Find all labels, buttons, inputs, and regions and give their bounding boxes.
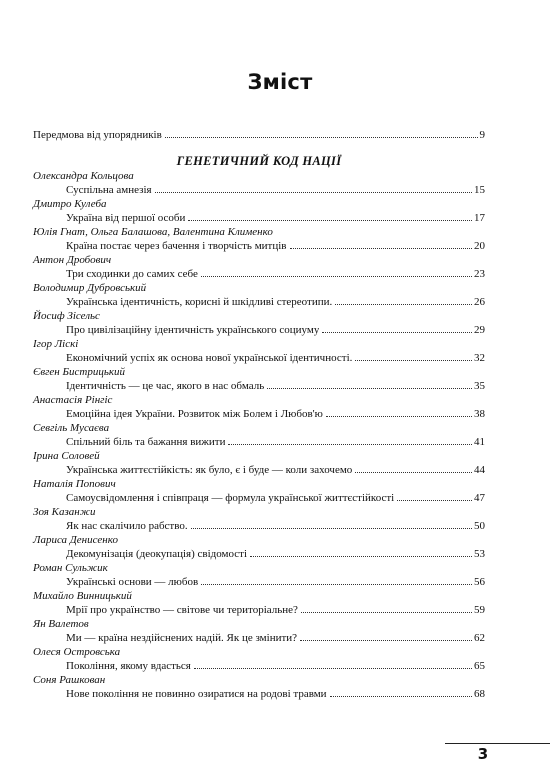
toc-entry[interactable] xyxy=(33,379,485,393)
toc-author: Лариса Денисенко xyxy=(33,534,118,546)
toc-page-number: 32 xyxy=(474,352,485,364)
toc-entry-title: Ми — країна нездійснених надій. Як це змінити? xyxy=(66,632,298,644)
toc-author: Соня Рашкован xyxy=(33,674,106,686)
toc-page-number: 53 xyxy=(474,548,485,560)
toc-entry-title: Спільний біль та бажання вижити xyxy=(66,436,226,448)
toc-entry[interactable] xyxy=(33,547,485,561)
toc-entry[interactable] xyxy=(33,211,485,225)
toc-entry-title: Як нас скалічило рабство. xyxy=(66,520,188,532)
toc-entry-title: Українська життєстійкість: як було, є і буде — коли захочемо xyxy=(66,464,353,476)
toc-entry-title: Емоційна ідея України. Розвиток між Болем і Любов'ю xyxy=(66,408,323,420)
dot-leader xyxy=(155,192,472,193)
dot-leader xyxy=(250,556,472,557)
dot-leader xyxy=(355,472,472,473)
toc-entry[interactable] xyxy=(33,687,485,701)
toc-entry-title: Нове покоління не повинно озиратися на родові травми xyxy=(66,688,327,700)
dot-leader xyxy=(326,416,472,417)
toc-author: Йосиф Зісельс xyxy=(33,310,100,322)
page-number: 3 xyxy=(477,745,489,763)
toc-page-number: 44 xyxy=(474,464,485,476)
toc-entry-title: Покоління, якому вдасться xyxy=(66,660,191,672)
toc-entry[interactable] xyxy=(33,183,485,197)
toc-page-number: 23 xyxy=(474,268,485,280)
toc-author: Ян Валетов xyxy=(33,618,89,630)
dot-leader xyxy=(191,528,472,529)
toc-entry-title: Економічний успіх як основа нової української ідентичності. xyxy=(66,352,353,364)
dot-leader xyxy=(201,276,472,277)
dot-leader xyxy=(228,444,472,445)
dot-leader xyxy=(397,500,472,501)
dot-leader xyxy=(201,584,472,585)
toc-author: Євген Бистрицький xyxy=(33,366,125,378)
toc-entry-title: Суспільна амнезія xyxy=(66,184,152,196)
toc-entry-title: Українська ідентичність, корисні й шкідливі стереотипи. xyxy=(66,296,333,308)
dot-leader xyxy=(165,137,478,138)
toc-entry[interactable] xyxy=(33,295,485,309)
toc-entry[interactable] xyxy=(33,435,485,449)
page-title: Зміст xyxy=(247,70,313,94)
toc-entry-title: Декомунізація (деокупація) свідомості xyxy=(66,548,247,560)
dot-leader xyxy=(300,640,472,641)
section-heading: ГЕНЕТИЧНИЙ КОД НАЦІЇ xyxy=(176,154,342,168)
toc-entry[interactable] xyxy=(33,519,485,533)
toc-entry[interactable] xyxy=(33,267,485,281)
toc-page-number: 9 xyxy=(479,129,485,141)
dot-leader xyxy=(301,612,472,613)
toc-author: Олександра Кольцова xyxy=(33,170,134,182)
table-of-contents xyxy=(33,128,485,701)
dot-leader xyxy=(194,668,472,669)
toc-author: Зоя Казанжи xyxy=(33,506,96,518)
toc-author: Роман Сульжик xyxy=(33,562,108,574)
toc-author: Юлія Гнат, Ольга Балашова, Валентина Клименко xyxy=(33,226,273,238)
dot-leader xyxy=(355,360,472,361)
toc-author: Севгіль Мусаєва xyxy=(33,422,110,434)
toc-entries xyxy=(33,169,485,701)
toc-entry[interactable] xyxy=(33,491,485,505)
toc-entry[interactable] xyxy=(33,659,485,673)
toc-entry[interactable] xyxy=(33,239,485,253)
toc-entry[interactable] xyxy=(33,351,485,365)
footer-rule xyxy=(445,743,550,744)
toc-page-number: 41 xyxy=(474,436,485,448)
toc-entry[interactable] xyxy=(33,631,485,645)
toc-entry-title: Країна постає через бачення і творчість митців xyxy=(66,240,287,252)
dot-leader xyxy=(330,696,472,697)
dot-leader xyxy=(335,304,472,305)
toc-entry-title: Передмова від упорядників xyxy=(33,129,162,141)
toc-page-number: 47 xyxy=(474,492,485,504)
toc-page-number: 26 xyxy=(474,296,485,308)
toc-author: Михайло Винницький xyxy=(33,590,132,602)
toc-page-number: 38 xyxy=(474,408,485,420)
toc-page-number: 29 xyxy=(474,324,485,336)
toc-page-number: 59 xyxy=(474,604,485,616)
toc-entry[interactable] xyxy=(33,323,485,337)
toc-author: Олеся Островська xyxy=(33,646,121,658)
toc-author: Дмитро Кулеба xyxy=(33,198,107,210)
toc-author: Анастасія Рінгіс xyxy=(33,394,113,406)
toc-author: Антон Дробович xyxy=(33,254,112,266)
toc-entry-title: Про цивілізаційну ідентичність українського социуму xyxy=(66,324,320,336)
toc-entry-title: Українські основи — любов xyxy=(66,576,199,588)
toc-entry[interactable] xyxy=(33,407,485,421)
toc-entry-title: Самоусвідомлення і співпраця — формула української життєстійкості xyxy=(66,492,395,504)
toc-page-number: 62 xyxy=(474,632,485,644)
toc-entry-title: Три сходинки до самих себе xyxy=(66,268,198,280)
toc-author: Наталія Попович xyxy=(33,478,116,490)
toc-author: Володимир Дубровський xyxy=(33,282,147,294)
dot-leader xyxy=(290,248,473,249)
dot-leader xyxy=(188,220,472,221)
toc-page-number: 68 xyxy=(474,688,485,700)
toc-page-number: 20 xyxy=(474,240,485,252)
dot-leader xyxy=(322,332,472,333)
toc-page-number: 35 xyxy=(474,380,485,392)
toc-entry[interactable] xyxy=(33,463,485,477)
toc-entry-preface[interactable] xyxy=(33,128,485,142)
toc-page-number: 65 xyxy=(474,660,485,672)
toc-author: Ірина Соловей xyxy=(33,450,100,462)
toc-entry[interactable] xyxy=(33,603,485,617)
toc-entry-title: Україна від першої особи xyxy=(66,212,186,224)
dot-leader xyxy=(267,388,472,389)
toc-entry-title: Мрії про українство — світове чи територіальне? xyxy=(66,604,298,616)
toc-page-number: 56 xyxy=(474,576,485,588)
toc-page-number: 17 xyxy=(474,212,485,224)
toc-page-number: 50 xyxy=(474,520,485,532)
toc-page-number: 15 xyxy=(474,184,485,196)
toc-author: Ігор Ліскі xyxy=(33,338,79,350)
toc-entry-title: Ідентичність — це час, якого в нас обмаль xyxy=(66,380,265,392)
toc-entry[interactable] xyxy=(33,575,485,589)
